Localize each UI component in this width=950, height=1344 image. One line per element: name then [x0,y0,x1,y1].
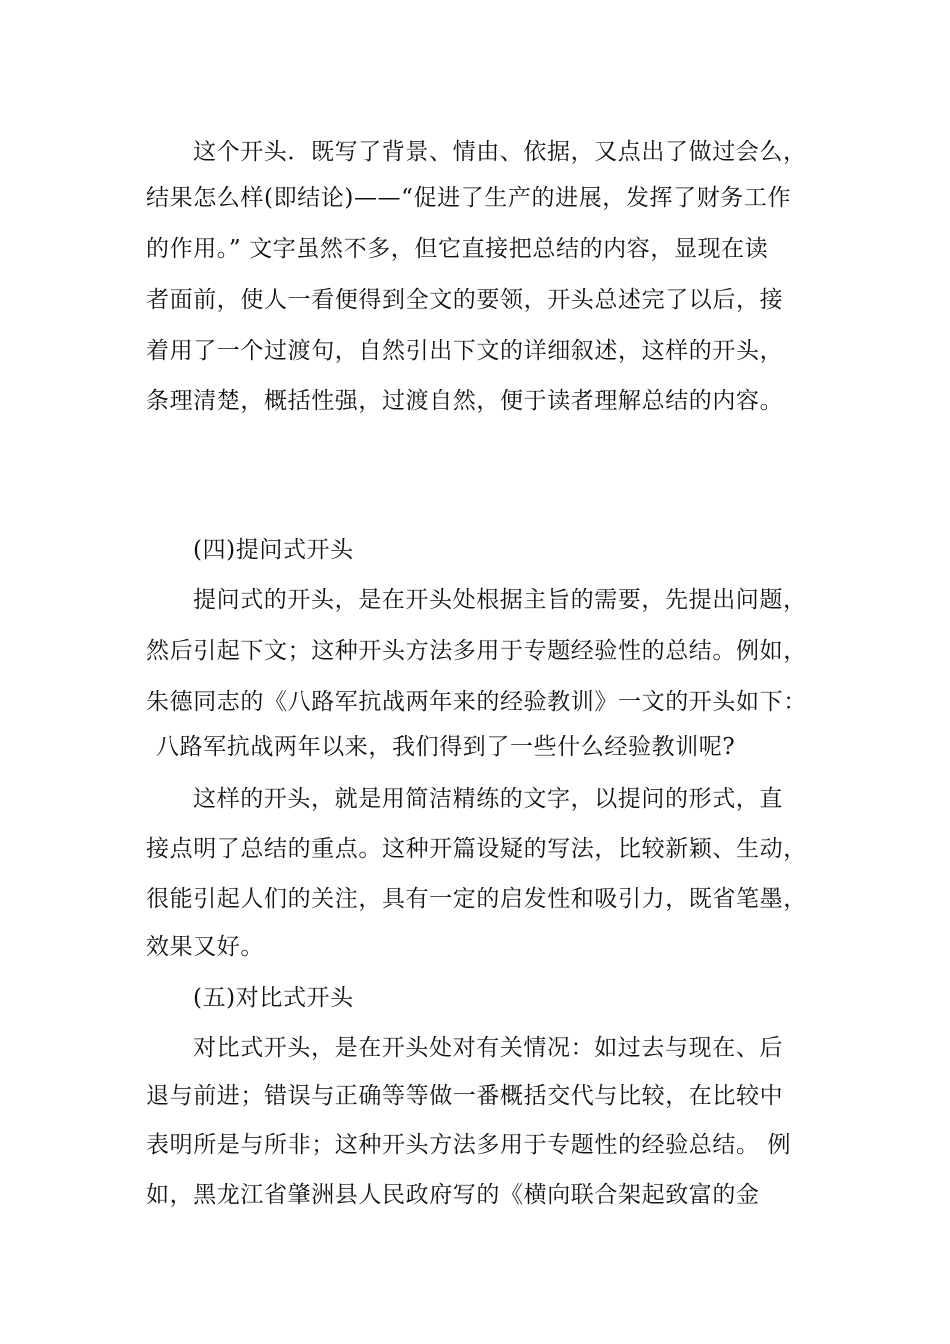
paragraph-line: 朱德同志的《八路军抗战两年来的经验教训》一文的开头如下： [146,689,807,715]
paragraph-line: 着用了一个过渡句，自然引出下文的详细叙述，这样的开头， [146,338,784,364]
quoted-line: 八路军抗战两年以来，我们得到了一些什么经验教训呢? [156,734,736,760]
paragraph-line: 结果怎么样(即结论)——“促进了生产的进展，发挥了财务工作 [146,185,792,211]
paragraph-line: 这个开头．既写了背景、情由、依据，又点出了做过会么， [193,139,807,165]
section-heading: (五)对比式开头 [193,985,354,1011]
paragraph-line: 如，黑龙江省肇洲县人民政府写的《横向联合架起致富的金 [146,1182,760,1208]
paragraph-line: 这样的开头，就是用简洁精练的文字，以提问的形式，直 [193,786,783,812]
section-heading: (四)提问式开头 [193,537,354,563]
paragraph-line: 条理清楚，概括性强，过渡自然，便于读者理解总结的内容。 [146,388,784,414]
paragraph-line: 然后引起下文；这种开头方法多用于专题经验性的总结。例如， [146,638,807,664]
paragraph-line: 表明所是与所非；这种开头方法多用于专题性的经验总结。 例 [146,1132,792,1158]
paragraph-line: 对比式开头，是在开头处对有关情况：如过去与现在、后 [193,1035,783,1061]
paragraph-line: 很能引起人们的关注，具有一定的启发性和吸引力，既省笔墨， [146,886,807,912]
paragraph-line: 的作用。” 文字虽然不多，但它直接把总结的内容，显现在读 [146,236,769,262]
paragraph-line: 提问式的开头，是在开头处根据主旨的需要，先提出问题， [193,587,807,613]
paragraph-line: 接点明了总结的重点。这种开篇设疑的写法，比较新颖、生动， [146,836,807,862]
paragraph-line: 效果又好。 [146,934,264,960]
paragraph-line: 退与前进；错误与正确等等做一番概括交代与比较，在比较中 [146,1083,784,1109]
paragraph-line: 者面前，使人一看便得到全文的要领，开头总述完了以后，接 [146,287,784,313]
